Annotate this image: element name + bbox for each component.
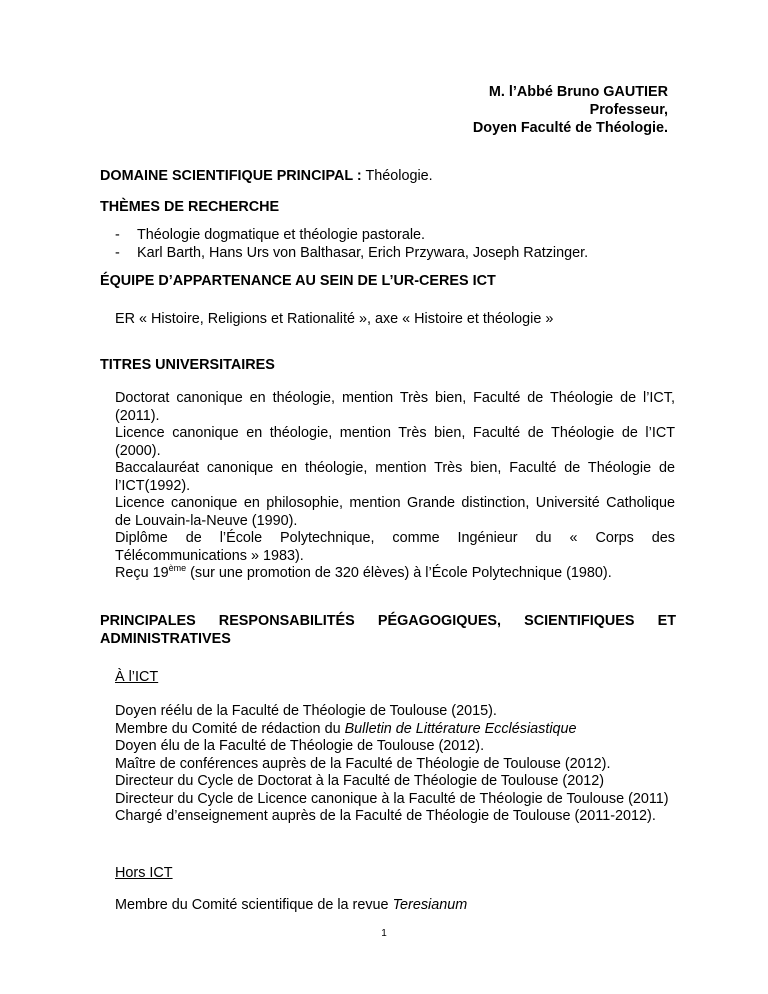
themes-item: - Karl Barth, Hans Urs von Balthasar, Erich Przywara, Joseph Ratzinger. xyxy=(115,244,589,261)
titre-item: Doctorat canonique en théologie, mention Très bien, Faculté de Théologie de l’ICT, (2011). xyxy=(115,390,675,424)
page-number: 1 xyxy=(381,928,387,939)
author-name: M. l’Abbé Bruno GAUTIER xyxy=(488,84,668,100)
ict-item: Directeur du Cycle de Doctorat à la Faculté de Théologie de Toulouse (2012) xyxy=(115,773,605,789)
dash-bullet: - xyxy=(115,227,120,243)
ict-item: Doyen élu de la Faculté de Théologie de Toulouse (2012). xyxy=(115,738,485,754)
ict-item: Chargé d’enseignement auprès de la Faculté de Théologie de Toulouse (2011-2012). xyxy=(115,808,656,824)
domaine-label: DOMAINE SCIENTIFIQUE PRINCIPAL : xyxy=(100,168,362,184)
author-role: Doyen Faculté de Théologie. xyxy=(472,120,668,136)
themes-list xyxy=(115,227,675,262)
author-title: Professeur, xyxy=(589,102,668,118)
titres-heading: TITRES UNIVERSITAIRES xyxy=(100,357,275,373)
equipe-text: ER « Histoire, Religions et Rationalité », axe « Histoire et théologie » xyxy=(115,311,554,327)
hors-ict-item: Membre du Comité scientifique de la revue Teresianum xyxy=(115,897,468,913)
dash-bullet: - xyxy=(115,244,120,261)
ict-list xyxy=(115,703,675,826)
domaine-value: Théologie. xyxy=(365,168,433,184)
titre-item: Diplôme de l’École Polytechnique, comme Ingénieur du « Corps des xyxy=(115,530,675,546)
hors-ict-subheading: Hors ICT xyxy=(115,865,173,881)
titre-item: Licence canonique en philosophie, mention Grande distinction, Université Catholique de Louvain-la-Neuve (1990). xyxy=(115,495,675,529)
themes-heading: THÈMES DE RECHERCHE xyxy=(100,199,280,215)
titre-item: Licence canonique en théologie, mention Très bien, Faculté de Théologie de l’ICT (2000). xyxy=(115,425,675,459)
ict-item-bulletin: Membre du Comité de rédaction du Bulletin de Littérature Ecclésiastique xyxy=(115,720,577,737)
ict-item: Maître de conférences auprès de la Faculté de Théologie de Toulouse (2012). xyxy=(115,755,611,772)
ict-subheading: À l’ICT xyxy=(115,669,159,685)
titre-item: Télécommunications » 1983). xyxy=(115,547,304,564)
titre-item: Baccalauréat canonique en théologie, mention Très bien, Faculté de Théologie de l’ICT(1992). xyxy=(115,460,675,494)
themes-item: - Théologie dogmatique et théologie pastorale. xyxy=(115,227,426,243)
titre-item-recu: Reçu 19ème (sur une promotion de 320 élèves) à l’École Polytechnique (1980). xyxy=(115,563,612,581)
author-header xyxy=(473,83,668,137)
titres-list xyxy=(115,390,675,583)
domaine-line xyxy=(100,167,676,186)
ict-item: Directeur du Cycle de Licence canonique à la Faculté de Théologie de Toulouse (2011) xyxy=(115,790,669,807)
responsabilites-heading: PRINCIPALES RESPONSABILITÉS PÉGAGOGIQUES, SCIENTIFIQUES ET ADMINISTRATIVES xyxy=(100,613,676,647)
equipe-heading: ÉQUIPE D’APPARTENANCE AU SEIN DE L’UR-CERES ICT xyxy=(100,273,496,289)
ict-item: Doyen réélu de la Faculté de Théologie de Toulouse (2015). xyxy=(115,703,497,719)
